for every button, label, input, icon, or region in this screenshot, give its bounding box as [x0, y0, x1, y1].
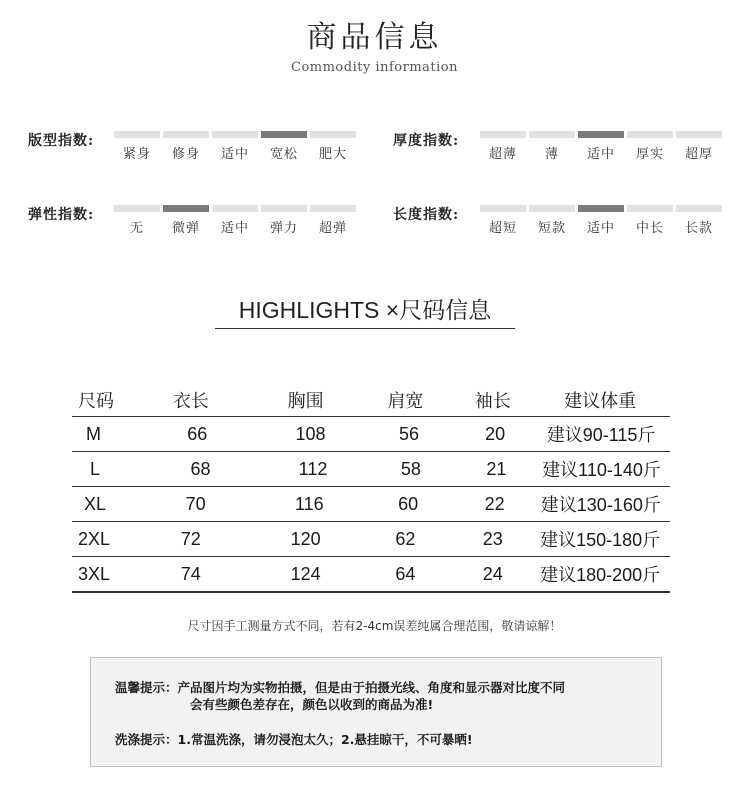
table-cell: L: [90, 458, 101, 479]
table-cell: 68: [190, 458, 211, 479]
elasticity-index-label: 弹性指数:: [28, 207, 95, 223]
scale-option: 修身: [171, 147, 200, 162]
scale-bar: [676, 131, 722, 138]
scale-option: 适中: [220, 147, 249, 162]
table-cell: 3XL: [78, 563, 111, 584]
scale-option: 适中: [586, 147, 615, 162]
table-cell: 建议180-200斤: [540, 565, 661, 585]
scale-option: 薄: [544, 147, 559, 162]
scale-bar: [114, 205, 160, 212]
scale-option: 中长: [635, 221, 664, 236]
table-cell: 21: [486, 458, 507, 479]
scale-bar: [578, 205, 624, 212]
table-cell: 建议150-180斤: [540, 530, 661, 550]
scale-bar: [627, 131, 673, 138]
table-cell: 66: [187, 423, 208, 444]
scale-bar: [480, 205, 526, 212]
scale-segment: [627, 131, 673, 162]
table-cell: 建议90-115斤: [546, 425, 656, 445]
scale-segment: [529, 205, 575, 236]
scale-segment: [480, 205, 526, 236]
table-row: [72, 452, 670, 487]
table-row: [72, 522, 670, 557]
scale-segment: [676, 131, 722, 162]
scale-segment: [212, 205, 258, 236]
table-cell: 建议130-160斤: [540, 495, 661, 515]
elasticity-index-scale: [114, 205, 356, 236]
table-row: [72, 487, 670, 522]
table-header-cell: 尺码: [78, 391, 114, 411]
table-cell: 74: [180, 563, 201, 584]
scale-option: 适中: [586, 221, 615, 236]
length-index-scale: [480, 205, 722, 236]
scale-option: 超薄: [488, 147, 517, 162]
table-cell: 60: [398, 493, 419, 514]
scale-option: 长款: [684, 221, 713, 236]
scale-segment: [310, 205, 356, 236]
measurement-note: 尺寸因手工测量方式不同，若有2-4cm误差纯属合理范围，敬请谅解！: [187, 619, 562, 633]
table-cell: 22: [484, 493, 505, 514]
scale-option: 无: [129, 221, 144, 236]
highlights-title: HIGHLIGHTS ×尺码信息: [238, 297, 492, 323]
scale-option: 紧身: [122, 147, 151, 162]
scale-bar: [163, 131, 209, 138]
scale-segment: [114, 205, 160, 236]
table-cell: 108: [295, 423, 326, 444]
scale-option: 肥大: [318, 147, 347, 162]
scale-bar: [578, 131, 624, 138]
length-index-label: 长度指数:: [393, 207, 460, 223]
scale-option: 宽松: [269, 147, 298, 162]
table-cell: 2XL: [78, 528, 111, 549]
table-cell: 124: [290, 563, 321, 584]
scale-bar: [529, 131, 575, 138]
table-row: [72, 417, 670, 452]
scale-option: 弹力: [269, 221, 298, 236]
table-header-row: [72, 384, 670, 417]
fit-index-scale: [114, 131, 356, 162]
scale-bar: [261, 131, 307, 138]
table-cell: 20: [485, 423, 506, 444]
table-cell: 72: [180, 528, 201, 549]
scale-bar: [529, 205, 575, 212]
table-cell: 建议110-140斤: [542, 460, 661, 480]
page-subtitle: Commodity information: [291, 60, 458, 75]
table-header-cell: 胸围: [287, 391, 324, 411]
warm-tip-line2: 会有些颜色差存在，颜色以收到的商品为准!: [190, 697, 434, 712]
table-cell: 120: [290, 528, 321, 549]
fit-index-label: 版型指数:: [28, 133, 95, 149]
scale-bar: [261, 205, 307, 212]
highlights-underline: [215, 328, 515, 329]
table-cell: XL: [84, 493, 107, 514]
scale-bar: [310, 205, 356, 212]
table-cell: 58: [400, 458, 421, 479]
thickness-index-label: 厚度指数:: [393, 133, 460, 149]
scale-segment: [163, 205, 209, 236]
table-header-cell: 建议体重: [564, 391, 637, 411]
scale-segment: [578, 131, 624, 162]
page-title: 商品信息: [306, 20, 443, 55]
scale-option: 厚实: [635, 147, 664, 162]
thickness-index-scale: [480, 131, 722, 162]
table-cell: 116: [294, 493, 324, 514]
scale-segment: [529, 131, 575, 162]
table-cell: 24: [482, 563, 503, 584]
table-cell: 56: [399, 423, 420, 444]
table-cell: 112: [298, 458, 328, 479]
table-header-cell: 肩宽: [387, 391, 424, 411]
table-cell: 23: [482, 528, 503, 549]
table-row: [72, 557, 670, 593]
scale-bar: [676, 205, 722, 212]
tips-box: [90, 657, 662, 767]
scale-segment: [163, 131, 209, 162]
scale-bar: [310, 131, 356, 138]
table-header-cell: 袖长: [474, 391, 511, 411]
scale-bar: [163, 205, 209, 212]
scale-option: 超厚: [684, 147, 713, 162]
scale-segment: [261, 131, 307, 162]
scale-segment: [310, 131, 356, 162]
scale-bar: [114, 131, 160, 138]
scale-bar: [480, 131, 526, 138]
scale-segment: [627, 205, 673, 236]
washing-tip: 洗涤提示：1.常温洗涤，请勿浸泡太久；2.悬挂晾干，不可暴晒!: [115, 732, 473, 747]
scale-segment: [212, 131, 258, 162]
table-cell: 70: [185, 493, 206, 514]
scale-segment: [676, 205, 722, 236]
scale-bar: [212, 131, 258, 138]
scale-segment: [261, 205, 307, 236]
table-cell: M: [86, 423, 101, 444]
scale-segment: [578, 205, 624, 236]
scale-option: 超短: [488, 221, 517, 236]
scale-bar: [212, 205, 258, 212]
scale-option: 适中: [220, 221, 249, 236]
warm-tip-line1: 温馨提示：产品图片均为实物拍摄，但是由于拍摄光线、角度和显示器对比度不同: [115, 680, 566, 695]
scale-segment: [114, 131, 160, 162]
table-cell: 62: [395, 528, 416, 549]
scale-bar: [627, 205, 673, 212]
scale-option: 超弹: [318, 221, 347, 236]
scale-option: 短款: [537, 221, 566, 236]
table-cell: 64: [395, 563, 416, 584]
table-header-cell: 衣长: [172, 391, 209, 411]
size-table: [72, 384, 670, 593]
scale-option: 微弹: [171, 221, 200, 236]
scale-segment: [480, 131, 526, 162]
